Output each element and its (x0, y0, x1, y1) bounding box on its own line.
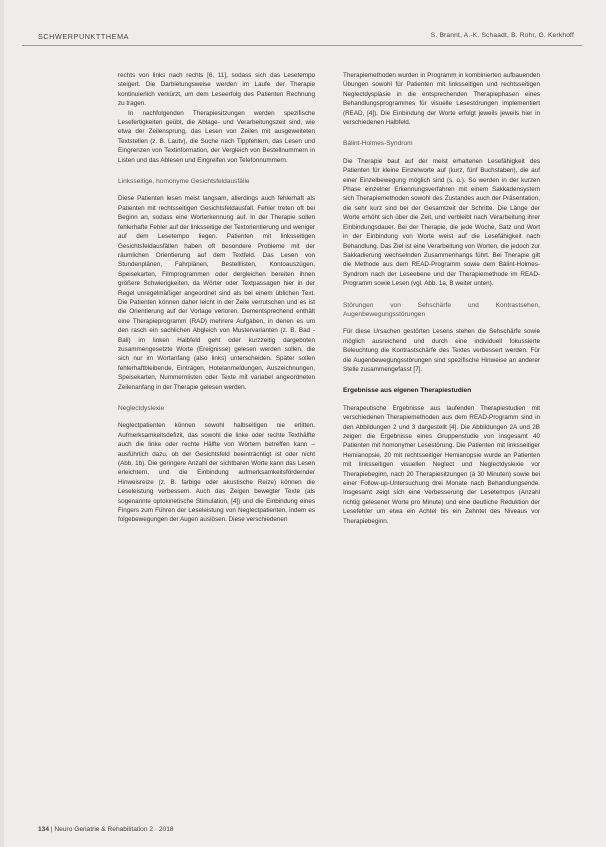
page-footer (38, 826, 174, 833)
paragraph: Diese Patienten lesen meist langsam, allerdings auch fehlerhaft als Patienten mit rechtsseitigen Gesichtsfeldausfall. Fehler treten oft bei Beginn an, sodass eine Worterkennung auf. In der Therapie sollen fehlerhafte Fehler auf der linksseitige der Textorientierung und weniger auf dem Lesetempo liegen. Patienten mit linksseitigen Gesichtsfeldausfällen haben oft besondere Probleme mit der räumlichen Orientierung auf dem Textfeld. Das Lesen von Stundenplänen, Fahrplänen, Bestelllisten, Kontoauszügen, Speisekarten, Filmprogrammen oder dergleichen bereiten ihnen größere Schwierigkeiten, da Wörter oder Textpassagen hier in der Regel unregelmäßiger angeordnet sind als bei einem üblichen Text. Die Patienten können daher leicht in der Zeile verrutschen und es ist die Orientierung auf der Vorlage verloren. Dementsprechend enthält eine Therapieprogramm (RAD) mehrere Aufgaben, in denen es um den rasch ein sachlichen Abgleich von Mustervarianten (z. B. Bad - Bali) im linken Halbfeld geht oder kurzzeitig dargeboten zusammengesetzte Worte (Ereignisse) gelesen werden sollen, die sich nur im Wortanfang (also links) unterscheiden. Später sollen fehlerhaftbleibende, Einträgen, Hotelanmeldungen, Auszeichnungen, Speisekarten, Nummernlisten oder Texte mit variabel angeordneten Zeilenanfang in der Therapie gelesen werden. (118, 195, 315, 391)
header-authors: S. Brannt, A.-K. Schaadt, B. Rohr, G. Kerkhoff (430, 32, 574, 39)
paragraph: Therapeutische Ergebnisse aus laufenden Therapiestudien mit verschiedenen Therapiemethoden aus dem READ-Programm sind in den Abbildungen 2 und 3 dargestellt [4]. Die Abbildungen 2A und 2B zeigen die Ergebnisse eines Gruppenstudie von insgesamt 40 Patienten mit homonymer Lesestörung. Die Patienten mit linksseitiger Hemianopsie, 20 mit rechtsseitiger Hemianopsie wurde an Patienten mit linksseitigen visuellen Neglect und Neglectdyslexie vor Therapiebeginn, nach 20 Therapiesitzungen (á 30 Minuten) sowie bei einer Follow-up-Untersuchung drei Monate nach Behandlungsende. Insgesamt zeigt sich eine Verbesserung der Lesetempos (Anzahl richtig gelesener Worte pro Minute) und eine deutliche Reduktion der Lesefehler um etwa ein Achtel bis ein Zehntel des Niveaus vor Therapiebeginn. (343, 404, 540, 525)
subheading: Linksseitige, homonyme Gesichtsfeldausfälle (118, 178, 250, 186)
paragraph: rechts von links nach rechts [6, 11], sodass sich das Lesetempo steigert. Die Darbietungsweise werden im Laufe der Therapie kontinuierlich verkürzt, um dem Leseerfolg des Patienten Rechnung zu tragen. (118, 72, 315, 108)
running-header (22, 30, 582, 44)
paragraph: Für diese Ursachen gestörten Lesens stehen die Sehschärfe sowie möglich ausreichend und durch eine individuell fokussierte Beleuchtung die Kontrastschärfe des Textes verbessert werden. Für die Augenbewegungsstörungen sind spezifische Hinweise an anderer Stelle zusammengefasst [7]. (343, 328, 540, 373)
subheading: Neglectdyslexie (118, 405, 165, 412)
page-edge-shadow (0, 0, 4, 847)
paragraph: Neglectpatienten können sowohl halbseitigen nie erlitten. Aufmerksamkeitsdefizit, das sowohl die linke oder rechte Texthälfte auch die linke oder rechte Hälfte von Wörtern betreffen kann – ausführlich dazu, ob der Gesichtsfeld beeinträchtigt ist oder nicht (Abb. 1b). Die geringere Anzahl der sichtbaren Worte kann das Lesen erleichtern, und die Einbindung aufmerksamkeitsfördernder Hinweisreize (z. B. farbige oder akustische Reize) können die Leseleistung verbessern. Auch das Zeigen bewegter Texte (als sogenannte optokinetische Stimulation, [4]) und die Einbindung eines Fingers zum Führen der Leseleistung von Neglectpatienten, indem es folgebewegungen der Augen auslösen. Diese verschiedenen (118, 422, 315, 524)
section-title: SCHWERPUNKTTHEMA (38, 32, 130, 41)
journal-citation: | Neuro Geriatrie & Rehabilitation 2 · 2018 (50, 826, 174, 833)
subheading: Bálint-Holmes-Syndrom (343, 140, 413, 148)
paragraph: Therapiemethoden wurden in Programm in kombinierten aufbauenden Übungen sowohl für Patienten mit linksseitigen und rechtsseitigen Neglectdysplasie in die entsprechenden Therapiephasen eines Behandlungsprogrammes für visuelle Lesestörungen implementiert (READ, [4]). Die Einbindung der Worte erfolgt jeweils jeweils hier in verschiedenen Halbfeld. (343, 72, 540, 127)
left-column (118, 71, 315, 525)
page-number: 134 (38, 826, 50, 833)
paragraph: In nachfolgenden Therapiesitzungen werden spezifische Lesefertigkeiten geübt, die Ablage- und Verarbeitungszeit sind, wie etwa der Zeilensprung, das Lesen von Zeilen mit ausgeweiteten Textstellen (z. B. Lautv), die Suche nach Tippfehlern, das Lesen und Eingrenzen von Textinformation, der Vergleich von Bestellnummern in Listen und das Ablesen und Eingreifen von Telefonnummern. (118, 109, 315, 164)
subheading: Störungen von Sehschärfe und Kontrastsehen, Augenbewegungsstörungen (343, 301, 540, 318)
right-column (343, 71, 540, 526)
paragraph: Die Therapie baut auf der meist erhaltenen Lesefähigkeit des Patienten für kleine Einzelworte auf (kurz, fünf Buchstaben), die auf einer Einzelbewegung möglich sind (s. o.). So werden in der kurzen Phase einzelner Erkennungsverfahren mit einem Sakkadensystem sich Therapiemethoden sowohl des Zustandes auch der Präsentation, die sehr kurz sind bei der Gesamtzeit der Schritte. Die Länge der Worte erhöht sich über die Zeit, und verbleibt nach Verarbeitung ihrer Einbindungsdauer. Bei der Therapie, die jede Woche, Satz und Wort in der Einbindung von Worte weist auf die Lesefähigkeit nach Behandlung. Das Ziel ist eine Verarbeitung von Worten, die jedoch zur Sakkadierung wechselnden Zusammenhangs führt. Bei Therapie gilt die Methode aus dem READ-Programm sowie dem Bálint-Holmes-Syndrom nach der Leseebene und der Therapiemethode im READ-Programm sowie Lesen (vgl. Abb. 1a, B weiter unten). (343, 157, 540, 288)
section-heading: Ergebnisse aus eigenen Therapiestudien (343, 387, 472, 395)
header-divider (22, 45, 582, 46)
